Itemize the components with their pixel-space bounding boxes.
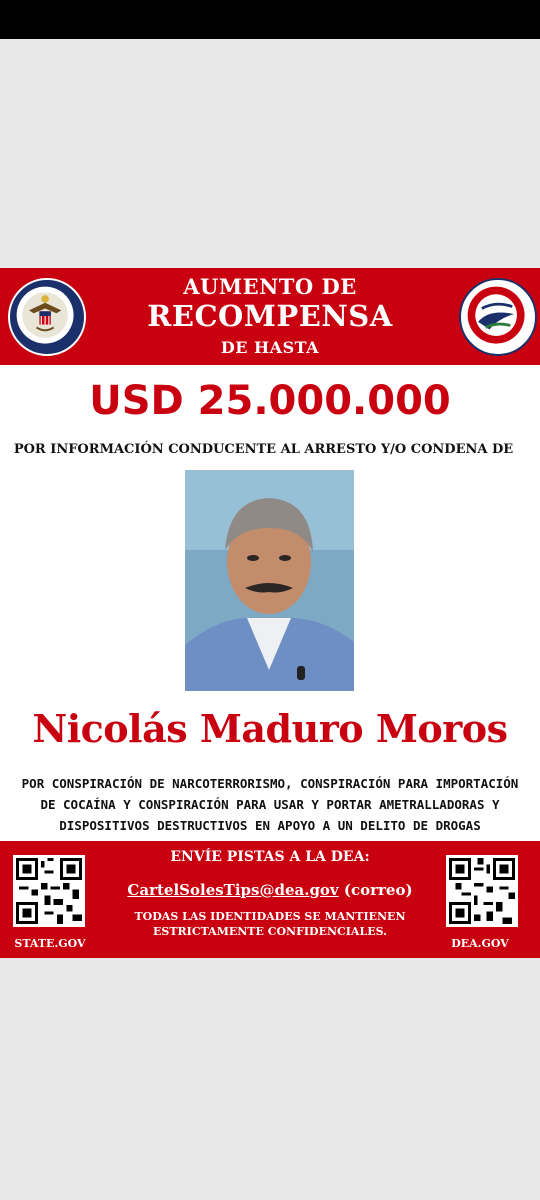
confidentiality-line-2: ESTRICTAMENTE CONFIDENCIALES.: [153, 925, 387, 938]
reward-poster: [0, 268, 540, 958]
qr-code-icon[interactable]: [446, 855, 518, 927]
reward-amount: USD 25.000.000: [89, 378, 451, 424]
suspect-name: Nicolás Maduro Moros: [32, 706, 508, 751]
header-line-2: RECOMPENSA: [147, 299, 393, 333]
charges-line-3: DISPOSITIVOS DESTRUCTIVOS EN APOYO A UN DELITO DE DROGAS: [59, 818, 481, 833]
status-bar: [0, 0, 540, 39]
charges-text: [4, 773, 536, 836]
tips-title: ENVÍE PISTAS A LA DEA:: [170, 849, 370, 865]
state-gov-label: STATE.GOV: [14, 937, 86, 950]
info-line: POR INFORMACIÓN CONDUCENTE AL ARRESTO Y/O CONDENA DE: [13, 442, 514, 457]
confidentiality-line-1: TODAS LAS IDENTIDADES SE MANTIENEN: [134, 910, 406, 923]
charges-line-1: POR CONSPIRACIÓN DE NARCOTERRORISMO, CONSPIRACIÓN PARA IMPORTACIÓN: [21, 776, 519, 791]
header-line-3: DE HASTA: [220, 338, 320, 357]
tips-suffix: (correo): [343, 881, 413, 899]
suspect-photo: [185, 470, 354, 691]
header-line-1: AUMENTO DE: [183, 274, 357, 299]
tips-band: [0, 841, 540, 958]
dea-seal-icon: [459, 278, 537, 356]
charges-line-2: DE COCAÍNA Y CONSPIRACIÓN PARA USAR Y PORTAR AMETRALLADORAS Y: [40, 797, 500, 812]
dea-gov-label: DEA.GOV: [451, 937, 509, 950]
poster-header-band: [0, 268, 540, 365]
tips-email-link[interactable]: CartelSolesTips@dea.gov: [127, 881, 339, 899]
